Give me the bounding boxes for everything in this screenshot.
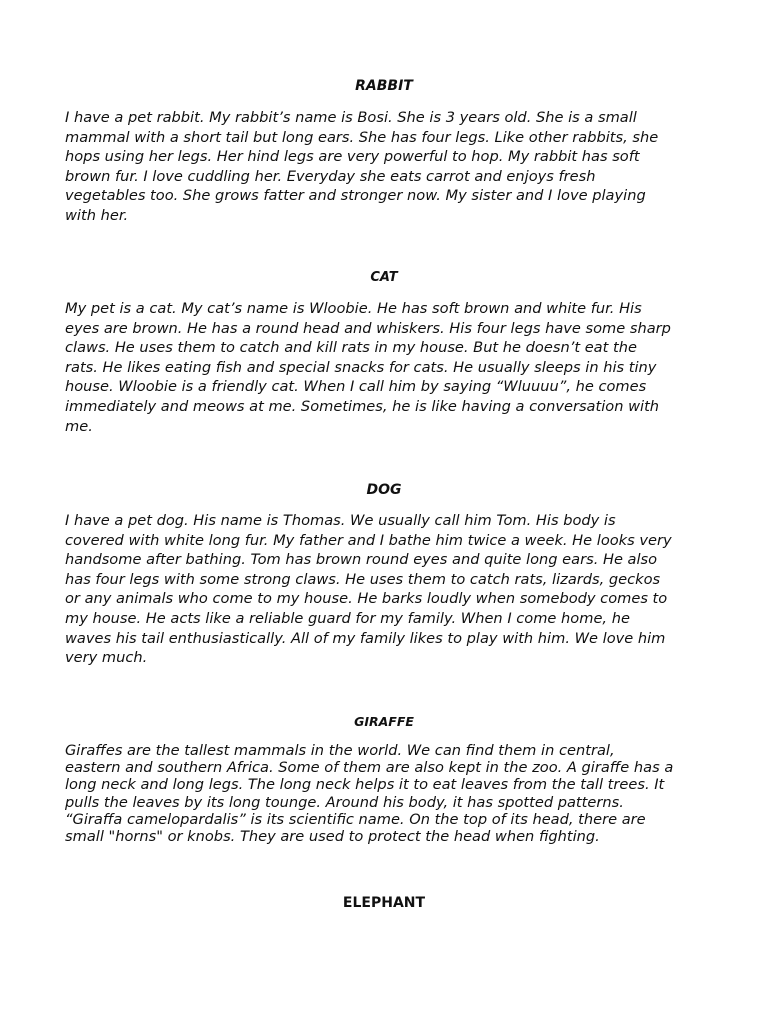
section-title-giraffe: GIRAFFE bbox=[354, 714, 414, 729]
section-body-dog: I have a pet dog. His name is Thomas. We usually call him Tom. His body is covered with white long fur. My father and I bathe him twice a week. He looks very handsome after bathing. Tom has brown round eyes and quite long ears. He also has four legs with some strong claws. He uses them to catch rats, lizards, geckos or any animals who come to my house. He barks loudly when somebody comes to my house. He acts like a reliable guard for my family. When I come home, he waves his tail enthusiastically. All of my family likes to play with him. We love him very much. bbox=[65, 512, 672, 667]
section-title-dog: DOG bbox=[366, 482, 402, 498]
section-title-rabbit: RABBIT bbox=[355, 78, 413, 94]
section-body-cat: My pet is a cat. My cat’s name is Wloobie. He has soft brown and white fur. His eyes are brown. He has a round head and whiskers. His four legs have some sharp claws. He uses them to catch and kill rats in my house. But he doesn’t eat the rats. He likes eating fish and special snacks for cats. He usually sleeps in his tiny house. Wloobie is a friendly cat. When I call him by saying “Wluuuu”, he comes immediately and meows at me. Sometimes, he is like having a conversation with me. bbox=[65, 300, 671, 435]
section-title-cat: CAT bbox=[370, 270, 398, 285]
section-body-giraffe: Giraffes are the tallest mammals in the world. We can find them in central, eastern and southern Africa. Some of them are also kept in the zoo. A giraffe has a long neck and long legs. The long neck helps it to eat leaves from the tall trees. It pulls the leaves by its long tounge. Around his body, it has spotted patterns. “Giraffa camelopardalis” is its scientific name. On the top of its head, there are small "horns" or knobs. They are used to protect the head when fighting. bbox=[65, 742, 674, 846]
section-title-elephant: ELEPHANT bbox=[342, 895, 426, 911]
section-body-rabbit: I have a pet rabbit. My rabbit’s name is Bosi. She is 3 years old. She is a small mammal with a short tail but long ears. She has four legs. Like other rabbits, she hops using her legs. Her hind legs are very powerful to hop. My rabbit has soft brown fur. I love cuddling her. Everyday she eats carrot and enjoys fresh vegetables too. She grows fatter and stronger now. My sister and I love playing with her. bbox=[65, 109, 659, 224]
